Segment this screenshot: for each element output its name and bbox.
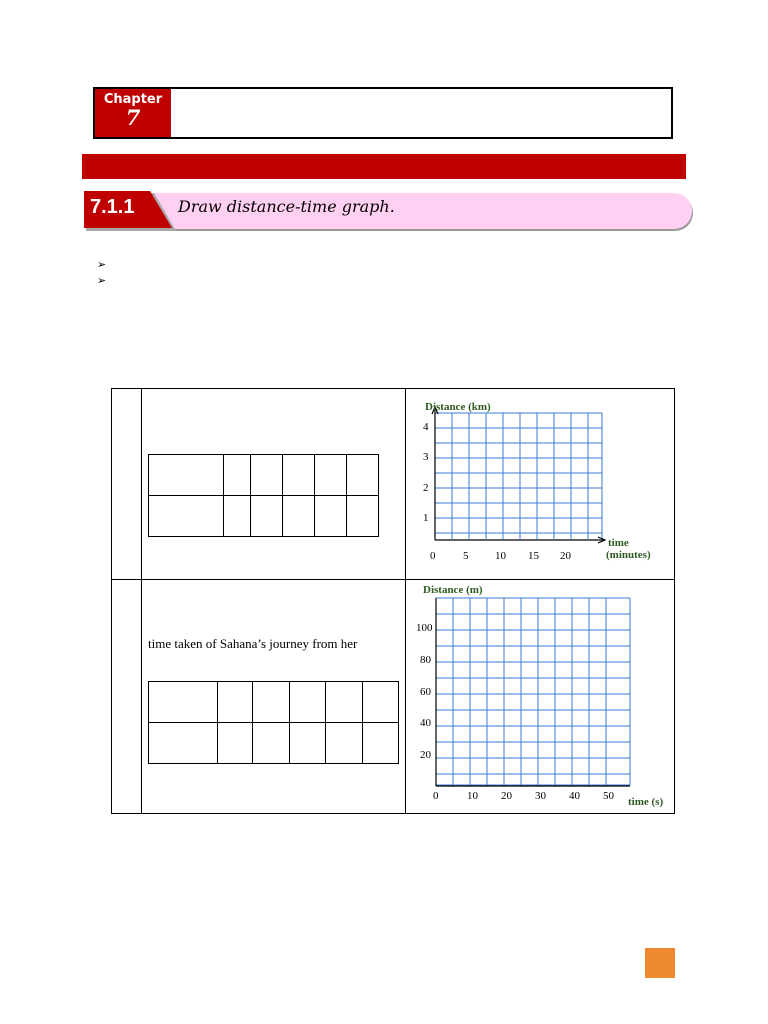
graph-2-y-tick: 100 — [416, 622, 433, 634]
table-divider-number-col — [141, 388, 142, 814]
graph-1-x-tick: 20 — [560, 550, 571, 562]
graph-2-y-tick: 80 — [420, 654, 431, 666]
chapter-word: Chapter — [103, 92, 163, 107]
chapter-number: 7 — [125, 105, 141, 130]
graph-2-y-axis-label: Distance (m) — [423, 584, 483, 596]
chapter-tag — [95, 89, 171, 137]
section-number: 7.1.1 — [90, 196, 135, 218]
graph-2-x-tick: 50 — [603, 790, 614, 802]
graph-1-y-tick: 2 — [423, 482, 429, 494]
graph-2-x-tick: 10 — [467, 790, 478, 802]
graph-1-x-axis-label-line1: time — [608, 537, 629, 549]
graph-2-x-tick: 30 — [535, 790, 546, 802]
graph-1-x-axis-label-line2: (minutes) — [606, 549, 651, 561]
section-title: Draw distance-time graph. — [178, 197, 395, 216]
graph-1-x-tick: 15 — [528, 550, 539, 562]
graph-1-x-tick: 5 — [463, 550, 469, 562]
data-grid-1 — [148, 454, 379, 537]
chapter-title-band — [82, 154, 686, 179]
table-row-divider — [111, 579, 675, 580]
chapter-header-box — [93, 87, 673, 139]
graph-2-blank-grid — [406, 582, 674, 812]
graph-1-grid-lines — [435, 413, 602, 539]
graph-2-x-tick: 40 — [569, 790, 580, 802]
question-2-text: time taken of Sahana’s journey from her — [148, 636, 358, 651]
graph-2-grid-lines — [436, 598, 630, 785]
graph-1-y-tick: 4 — [423, 421, 429, 433]
graph-2-x-tick: 0 — [433, 790, 439, 802]
graph-2-x-tick: 20 — [501, 790, 512, 802]
graph-1-y-tick: 3 — [423, 451, 429, 463]
graph-2-y-tick: 40 — [420, 717, 431, 729]
graph-1-x-tick: 0 — [430, 550, 436, 562]
bullet-arrow-1: ➢ — [97, 258, 107, 271]
graph-2-x-axis-label: time (s) — [628, 796, 664, 808]
graph-1-y-axis-label: Distance (km) — [425, 401, 491, 413]
graph-1-x-tick: 10 — [495, 550, 506, 562]
page-number-box — [645, 948, 675, 978]
graph-1-axes — [432, 407, 605, 543]
graph-1-y-tick: 1 — [423, 512, 429, 524]
bullet-arrow-2: ➢ — [97, 274, 107, 287]
data-grid-2 — [148, 681, 399, 764]
graph-2-y-tick: 60 — [420, 686, 431, 698]
graph-2-y-tick: 20 — [420, 749, 431, 761]
